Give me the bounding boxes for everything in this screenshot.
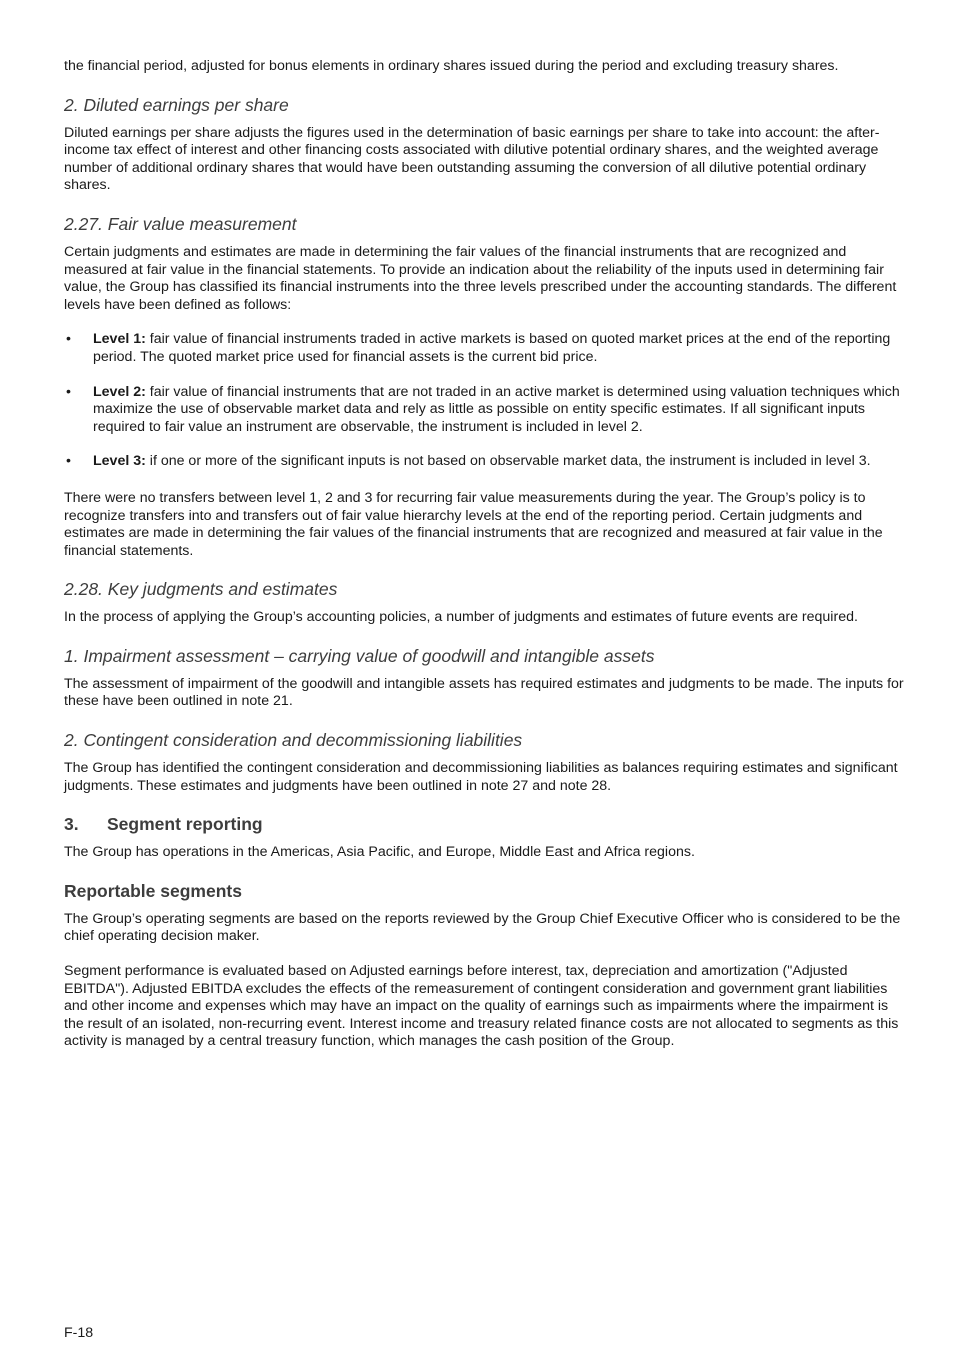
- fair-value-closing-paragraph: There were no transfers between level 1, 2 and 3 for recurring fair value measurements during the year. The Group’s policy is to recognize transfers into and transfers out of fair value hierarchy levels at the end of the reporting period. Certain judgments and estimates are made in determining the fair values of the financial instruments that are recognized and measured at fair value in the financial statements.: [64, 489, 883, 559]
- bullet-icon: •: [66, 331, 71, 348]
- level-1-label: Level 1:: [93, 331, 146, 348]
- segment-section-title: Segment reporting: [107, 814, 263, 835]
- reportable-segments-paragraph-1: The Group’s operating segments are based on the reports reviewed by the Group Chief Executive Officer who is considered to be the chief operating decision maker.: [64, 910, 901, 945]
- fair-value-intro-paragraph: Certain judgments and estimates are made in determining the fair values of the financial instruments that are recognized and measured at fair value in the financial statements. To provide an indication about the reliability of the inputs used in determining fair value, the Group has classified its financial instruments into the three levels prescribed under the accounting standards. The different levels have been defined as follows:: [64, 243, 897, 313]
- list-item-level-3: [64, 453, 904, 471]
- segment-reporting-paragraph: The Group has operations in the Americas, Asia Pacific, and Europe, Middle East and Africa regions.: [64, 844, 695, 861]
- intro-paragraph: the financial period, adjusted for bonus elements in ordinary shares issued during the period and excluding treasury shares.: [64, 58, 839, 74]
- reportable-segments-heading: Reportable segments: [64, 880, 242, 901]
- level-3-label: Level 3:: [93, 453, 146, 470]
- segment-section-number: 3.: [64, 814, 79, 835]
- list-item-level-1: [64, 331, 904, 366]
- reportable-segments-paragraph-2: Segment performance is evaluated based on Adjusted earnings before interest, tax, depreciation and amortization ("Adjusted EBITDA"). Adjusted EBITDA excludes the effects of the remeasurement of contingent consideration and government grant liabilities and other income and expenses which may have an impact on the quality of earnings such as impairments where the impairment is the result of an isolated, non-recurring event. Interest income and treasury related finance costs are not allocated to segments as this activity is managed by a central treasury function, which manages the cash position of the Group.: [64, 963, 899, 1050]
- level-1-text: fair value of financial instruments traded in active markets is based on quoted market prices at the end of the reporting period. The quoted market price used for financial assets is the current bid price.: [93, 331, 891, 365]
- impairment-heading: 1. Impairment assessment – carrying value of goodwill and intangible assets: [64, 645, 655, 666]
- fair-value-levels-list: [64, 331, 904, 471]
- document-page: [64, 58, 904, 1051]
- segment-reporting-heading: [64, 813, 904, 835]
- contingent-paragraph: The Group has identified the contingent consideration and decommissioning liabilities as balances requiring estimates and significant judgments. These estimates and judgments have been outlined in note 27 and note 28.: [64, 760, 898, 794]
- bullet-icon: •: [66, 383, 71, 400]
- level-2-text: fair value of financial instruments that are not traded in an active market is determined using valuation techniques which maximize the use of observable market data and rely as little as possible on entity specific estimates. If all significant inputs required to fair value an instrument are observable, the instrument is included in level 2.: [93, 383, 900, 435]
- list-item-level-2: [64, 384, 904, 437]
- key-judgments-heading: 2.28. Key judgments and estimates: [64, 579, 338, 600]
- diluted-eps-heading: 2. Diluted earnings per share: [64, 94, 289, 115]
- level-2-label: Level 2:: [93, 383, 146, 400]
- contingent-heading: 2. Contingent consideration and decommissioning liabilities: [64, 730, 523, 751]
- fair-value-heading: 2.27. Fair value measurement: [64, 213, 297, 234]
- impairment-paragraph: The assessment of impairment of the goodwill and intangible assets has required estimates and judgments to be made. The inputs for these have been outlined in note 21.: [64, 675, 904, 710]
- page-number: F-18: [64, 1325, 94, 1341]
- key-judgments-paragraph: In the process of applying the Group’s accounting policies, a number of judgments and estimates of future events are required.: [64, 609, 858, 626]
- bullet-icon: •: [66, 453, 71, 470]
- diluted-eps-paragraph: Diluted earnings per share adjusts the figures used in the determination of basic earnings per share to take into account: the after-income tax effect of interest and other financing costs associated with dilutive potential ordinary shares, and the weighted average number of additional ordinary shares that would have been outstanding assuming the conversion of all dilutive potential ordinary shares.: [64, 124, 880, 194]
- level-3-text: if one or more of the significant inputs is not based on observable market data, the instrument is included in level 3.: [145, 453, 871, 470]
